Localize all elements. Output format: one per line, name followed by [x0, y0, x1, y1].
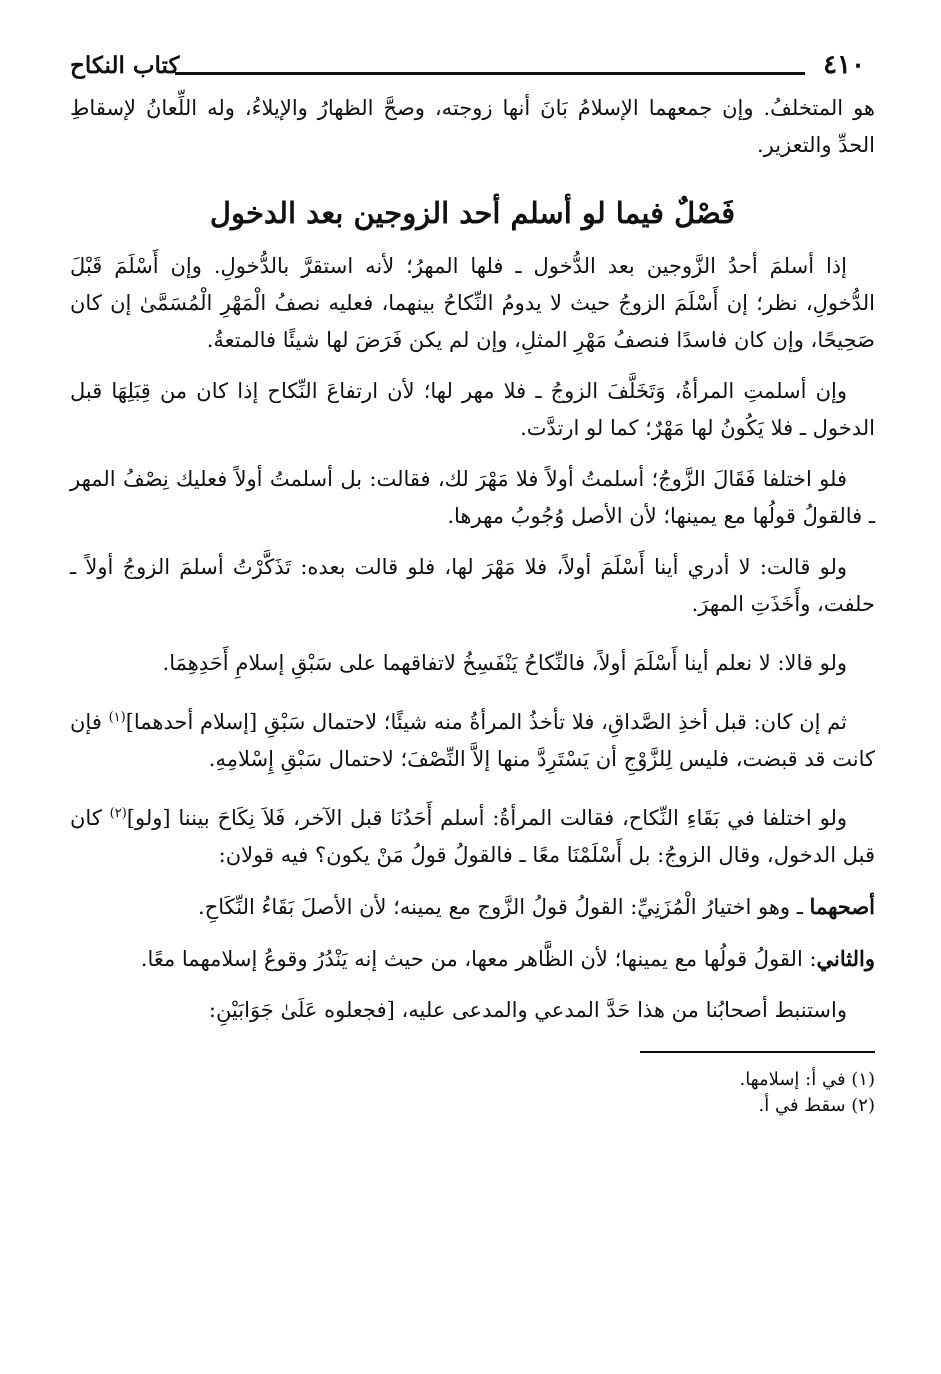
paragraph-6-text-a: ثم إن كان: قبل أخذِ الصَّداقِ، فلا تأخذُ المرأةُ منه شيئًا؛ لاحتمال سَبْقِ [إسلام أحدهما]: [125, 710, 847, 734]
footnote-ref-1: (١): [108, 710, 126, 725]
paragraph-8: [70, 888, 875, 926]
paragraph-7-text-a: ولو اختلفا في بَقَاءِ النِّكاح، فقالت المرأةُ: أسلم أَحَدُنَا قبل الآخر، فَلاَ نِكَاحَ بيننا [ولو]: [126, 806, 847, 830]
paragraph-2: وإن أسلمتِ المرأةُ، وَتَخَلَّفَ الزوجُ ـ فلا مهر لها؛ لأن ارتفاعَ النِّكاح إذا كان من قِبَلِهَا قبل الدخول ـ فلا يَكُونُ لها مَهْرٌ؛ كما لو ارتدَّت.: [70, 379, 875, 440]
paragraph-9: [70, 940, 875, 978]
running-head: [70, 50, 875, 86]
book-title: كتاب النكاح: [70, 52, 180, 79]
paragraph-7-text-b: كان قبل الدخول، وقال الزوجُ: بل أَسْلَمْنَا معًا ـ فالقولُ قولُ مَنْ يكون؟ فيه قولان:: [70, 806, 875, 867]
paragraph-6: [70, 704, 875, 778]
paragraph-6-text-b: فإن كانت قد قبضت، فليس لِلزَّوْجِ أن يَسْتَرِدَّ منها إلاَّ النِّصْفَ؛ لاحتمال سَبْقِ إِسْلامِهِ.: [70, 710, 875, 771]
page-number: ٤١٠: [823, 50, 865, 80]
book-page: [70, 50, 875, 1119]
paragraph-9-lead: والثاني: [816, 946, 875, 971]
paragraph-4: ولو قالت: لا أدري أينا أَسْلَمَ أولاً، فلا مَهْرَ لها، فلو قالت بعده: تَذَكَّرْتُ أسلمَ الزوجُ أولاً ـ حلفت، وأَخَذَتِ المهرَ.: [70, 555, 875, 616]
paragraph-7: [70, 800, 875, 874]
paragraph-5: ولو قالا: لا نعلم أينا أَسْلَمَ أولاً، فالنِّكاحُ يَنْفَسِخُ لاتفاقهما على سَبْقِ إسلامِ أَحَدِهِمَا.: [162, 651, 847, 675]
footnote-ref-2: (٢): [109, 806, 127, 821]
footnote-divider: [640, 1051, 875, 1053]
paragraph-3: فلو اختلفا فَقَالَ الزَّوجُ؛ أسلمتُ أولاً فلا مَهْرَ لك، فقالت: بل أسلمتُ أولاً فعليك نِصْفُ المهر ـ فالقولُ قولُها مع يمينها؛ لأن الأصل وُجُوبُ مهرها.: [70, 467, 875, 528]
intro-paragraph: هو المتخلفُ. وإن جمعهما الإسلامُ بَانَ أنها زوجته، وصحَّ الظهارُ والإيلاءُ، وله اللِّعانُ لإسقاطِ الحدِّ والتعزير.: [70, 96, 875, 157]
paragraph-8-lead: أصحهما: [809, 894, 875, 919]
header-rule: [175, 72, 805, 75]
section-title: فَصْلٌ فيما لو أسلم أحد الزوجين بعد الدخول: [209, 196, 736, 230]
paragraph-8-text: ـ وهو اختيارُ الْمُزَنِيِّ: القولُ قولُ الزَّوج مع يمينه؛ لأن الأصلَ بَقَاءُ النِّكَاحِ.: [198, 895, 810, 919]
footnote-2: (٢) سقط في أ.: [758, 1095, 875, 1116]
paragraph-9-text: : القولُ قولُها مع يمينها؛ لأن الظَّاهر معها، من حيث إنه يَنْدُرُ وقوعُ إسلامهما معًا.: [140, 947, 817, 971]
footnote-1: (١) في أ: إسلامها.: [739, 1069, 875, 1090]
paragraph-10: واستنبط أصحابُنا من هذا حَدَّ المدعي والمدعى عليه، [فجعلوه عَلَىٰ جَوَابَيْنِ:: [208, 998, 847, 1022]
paragraph-1: إذا أسلمَ أحدُ الزَّوجين بعد الدُّخول ـ فلها المهرُ؛ لأنه استقرَّ بالدُّخولِ. وإن أَسْلَمَ قَبْلَ الدُّخولِ، نظر؛ إن أَسْلَمَ الزوجُ حيث لا يدومُ النِّكاحُ بينهما، فعليه نصفُ الْمَهْرِ الْمُسَمَّىٰ إن كان صَحِيحًا، وإن كان فاسدًا فنصفُ مَهْرِ المثلِ، وإن لم يكن فَرَضَ لها شيئًا فالمتعةُ.: [70, 254, 875, 352]
